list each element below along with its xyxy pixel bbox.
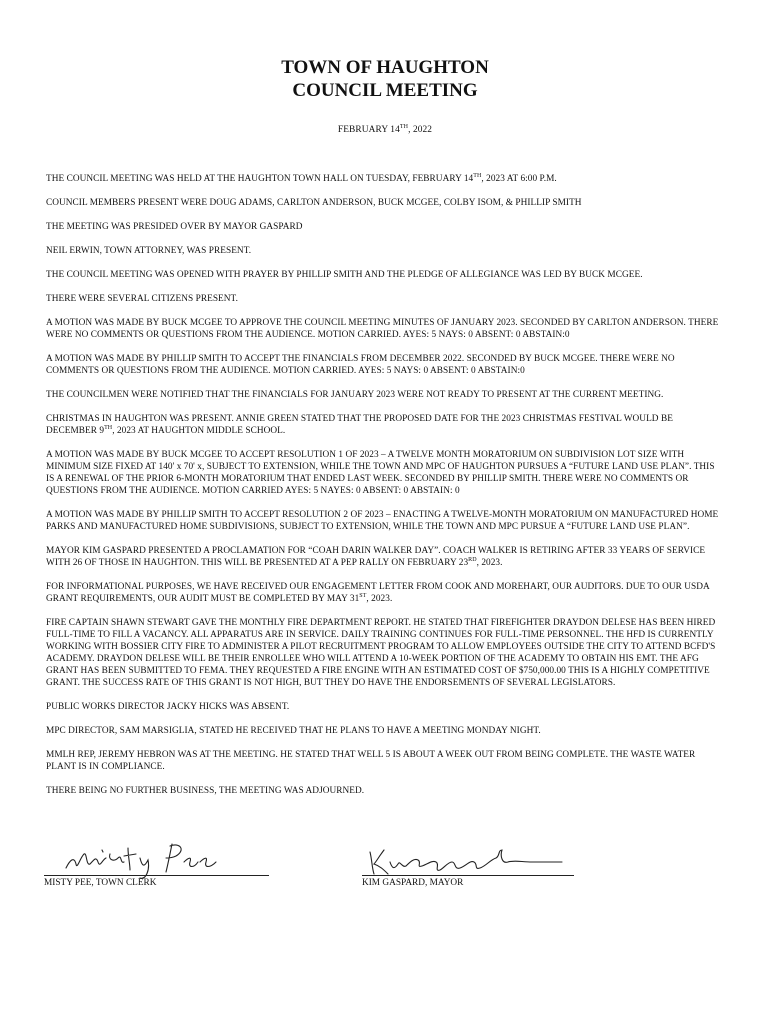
paragraph-mpc-director: MPC DIRECTOR, SAM MARSIGLIA, STATED HE RECEIVED THAT HE PLANS TO HAVE A MEETING MONDAY NIGHT.	[46, 726, 541, 736]
paragraph-text: MAYOR KIM GASPARD PRESENTED A PROCLAMATION FOR “COAH DARIN WALKER DAY”. COACH WALKER IS RETIRING AFTER 33 YEARS OF SERVICE WITH 26 OF THOSE IN HAUGHTON. THIS WILL BE PRESENTED AT A PEP RALLY ON FEBRUARY 23	[46, 546, 706, 568]
paragraph-citizens: THERE WERE SEVERAL CITIZENS PRESENT.	[46, 294, 238, 304]
paragraph-adjourned: THERE BEING NO FURTHER BUSINESS, THE MEETING WAS ADJOURNED.	[46, 786, 365, 796]
paragraph-text: , 2023 AT 6:00 P.M.	[481, 174, 557, 184]
paragraph-resolution-2: A MOTION WAS MADE BY PHILLIP SMITH TO ACCEPT RESOLUTION 2 OF 2023 – ENACTING A TWELVE-MONTH MORATORIUM ON MANUFACTURED HOME PARKS AND MANUFACTURED HOME SUBDIVISIONS, SUBJECT TO EXTENSION, WHILE THE TOWN AND MPC PURSUE A “FUTURE LAND USE PLAN”.	[46, 510, 719, 532]
ordinal-suffix: TH	[104, 424, 113, 431]
date-main: FEBRUARY 14	[337, 125, 400, 135]
mayor-signature-block	[362, 840, 574, 889]
date-ordinal: TH	[399, 123, 409, 130]
paragraph-attorney: NEIL ERWIN, TOWN ATTORNEY, WAS PRESENT.	[46, 246, 252, 256]
clerk-signature-block	[44, 840, 269, 889]
meeting-date	[0, 125, 770, 135]
mayor-signature	[362, 840, 574, 878]
paragraph-meeting-held	[46, 173, 722, 185]
paragraph-resolution-1: A MOTION WAS MADE BY BUCK MCGEE TO ACCEPT RESOLUTION 1 OF 2023 – A TWELVE MONTH MORATORIUM ON SUBDIVISION LOT SIZE WITH MINIMUM SIZE FIXED AT 140' x 70' x, SUBJECT TO EXTENSION, WHILE THE TOWN AND MPC OF HAUGHTON PURSUES A “FUTURE LAND USE PLAN”. THIS IS A RENEWAL OF THE PRIOR 6-MONTH MORATORIUM THAT ENDED LAST WEEK. SECONDED BY PHILLIP SMITH. THERE WERE NO COMMENTS OR QUESTIONS FROM THE AUDIENCE. MOTION CARRIED AYES: 5 NAYES: 0 ABSENT: 0 ABSTAIN: 0	[46, 450, 715, 496]
paragraph-fire-report: FIRE CAPTAIN SHAWN STEWART GAVE THE MONTHLY FIRE DEPARTMENT REPORT. HE STATED THAT FIREFIGHTER DRAYDON DELESE HAS BEEN HIRED FULL-TIME TO FILL A VACANCY. ALL APPARATUS ARE IN SERVICE. DAILY TRAINING CONTINUES FOR FULL-TIME PERSONNEL. THE HFD IS CURRENTLY WORKING WITH BOSSIER CITY FIRE TO ADMINISTER A PILOT RECRUITMENT PROGRAM TO ALLOW EMPLOYEES OUTSIDE THE CITY TO ATTEND BCFD'S ACADEMY. DRAYDON DELESE WILL BE THEIR ENROLLEE WHO WILL ATTEND A 10-WEEK PORTION OF THE ACADEMY TO OBTAIN HIS EMT. THE AFG GRANT HAS BEEN SUBMITTED TO FEMA. THEY REQUESTED A FIRE ENGINE WITH AN ESTIMATED COST OF $750,000.00 THIS IS A HIGHLY COMPETITIVE GRANT. THE SUCCESS RATE OF THIS GRANT IS NOT HIGH, BUT THEY DO HAVE THE ENDORSEMENTS OF SEVERAL LEGISLATORS.	[46, 618, 716, 688]
paragraph-mmlh-rep: MMLH REP, JEREMY HEBRON WAS AT THE MEETING. HE STATED THAT WELL 5 IS ABOUT A WEEK OUT FROM BEING COMPLETE. THE WASTE WATER PLANT IS IN COMPLIANCE.	[46, 750, 696, 772]
paragraph-text: , 2023 AT HAUGHTON MIDDLE SCHOOL.	[112, 426, 286, 436]
ordinal-suffix: TH	[473, 172, 482, 179]
paragraph-text: FOR INFORMATIONAL PURPOSES, WE HAVE RECEIVED OUR ENGAGEMENT LETTER FROM COOK AND MOREHART, OUR AUDITORS. DUE TO OUR USDA GRANT REQUIREMENTS, OUR AUDIT MUST BE COMPLETED BY MAY 31	[46, 582, 710, 604]
paragraph-motion-financials: A MOTION WAS MADE BY PHILLIP SMITH TO ACCEPT THE FINANCIALS FROM DECEMBER 2022. SECONDED BY BUCK MCGEE. THERE WERE NO COMMENTS OR QUESTIONS FROM THE AUDIENCE. MOTION CARRIED. AYES: 5 NAYS: 0 ABSENT: 0 ABSTAIN:0	[46, 354, 675, 376]
paragraph-financials-notice: THE COUNCILMEN WERE NOTIFIED THAT THE FINANCIALS FOR JANUARY 2023 WERE NOT READY TO PRESENT AT THE CURRENT MEETING.	[46, 390, 664, 400]
document-title-line2: COUNCIL MEETING	[292, 80, 478, 101]
date-year: , 2022	[408, 125, 433, 135]
paragraph-text: , 2023.	[366, 594, 393, 604]
ordinal-suffix: RD	[468, 556, 477, 563]
clerk-signature-handwriting	[44, 840, 269, 882]
mayor-name: KIM GASPARD, MAYOR	[362, 878, 464, 888]
paragraph-text: THE COUNCIL MEETING WAS HELD AT THE HAUGHTON TOWN HALL ON TUESDAY, FEBRUARY 14	[46, 174, 474, 184]
clerk-name: MISTY PEE, TOWN CLERK	[44, 878, 157, 888]
paragraph-text: , 2023.	[476, 558, 503, 568]
paragraph-motion-minutes: A MOTION WAS MADE BY BUCK MCGEE TO APPROVE THE COUNCIL MEETING MINUTES OF JANUARY 2023. SECONDED BY CARLTON ANDERSON. THERE WERE NO COMMENTS OR QUESTIONS FROM THE AUDIENCE. MOTION CARRIED. AYES: 5 NAYS: 0 ABSENT: 0 ABSTAIN:0	[46, 318, 719, 340]
mayor-signature-handwriting	[362, 840, 574, 882]
document-title-line1: TOWN OF HAUGHTON	[281, 57, 489, 78]
paragraph-text: CHRISTMAS IN HAUGHTON WAS PRESENT. ANNIE GREEN STATED THAT THE PROPOSED DATE FOR THE 2023 CHRISTMAS FESTIVAL WOULD BE DECEMBER 9	[46, 414, 673, 436]
ordinal-suffix: ST	[359, 592, 367, 599]
paragraph-christmas	[46, 413, 722, 437]
paragraph-opening-prayer: THE COUNCIL MEETING WAS OPENED WITH PRAYER BY PHILLIP SMITH AND THE PLEDGE OF ALLEGIANCE WAS LED BY BUCK MCGEE.	[46, 270, 643, 280]
minutes-body	[46, 173, 722, 809]
paragraph-members-present: COUNCIL MEMBERS PRESENT WERE DOUG ADAMS, CARLTON ANDERSON, BUCK MCGEE, COLBY ISOM, & PHILLIP SMITH	[46, 198, 582, 208]
paragraph-presided: THE MEETING WAS PRESIDED OVER BY MAYOR GASPARD	[46, 222, 303, 232]
clerk-signature	[44, 840, 269, 878]
paragraph-proclamation	[46, 545, 722, 569]
paragraph-audit	[46, 581, 722, 605]
paragraph-public-works: PUBLIC WORKS DIRECTOR JACKY HICKS WAS ABSENT.	[46, 702, 290, 712]
